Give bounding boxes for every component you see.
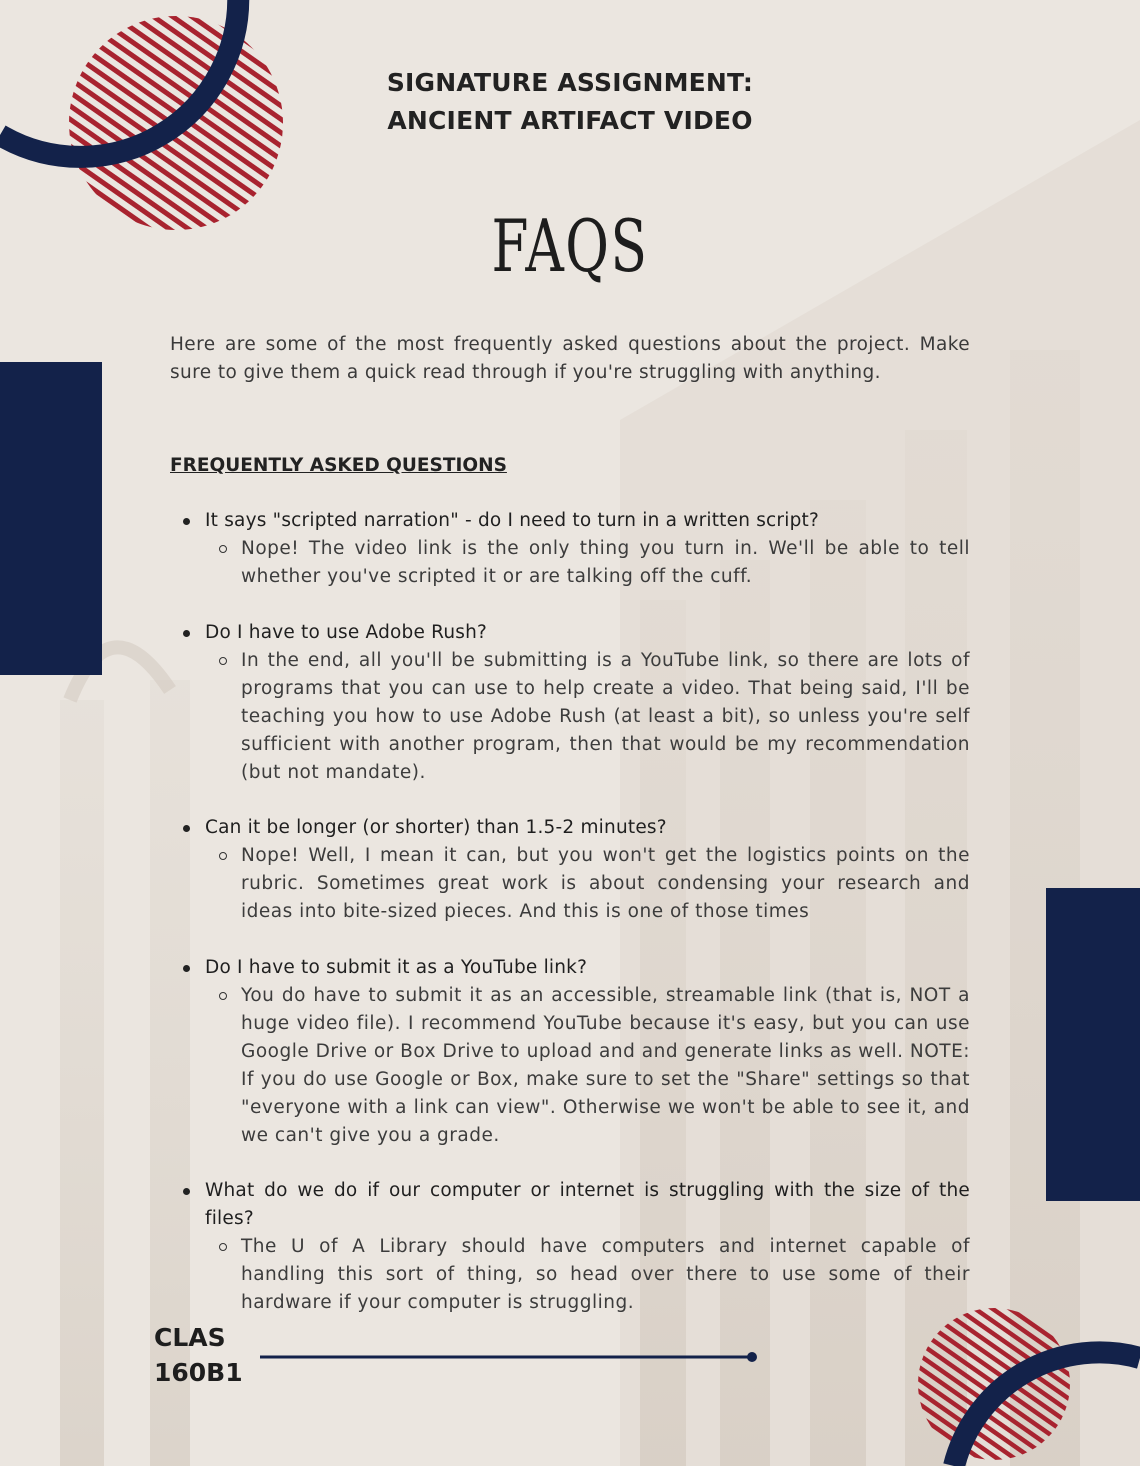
faq-answer: You do have to submit it as an accessible, streamable link (that is, NOT a huge video file). I recommend YouTube because it's easy, but you can use Google Drive or Box Drive to upload and and generate links as well. NOTE: If you do use Google or Box, make sure to set the "Share" settings so that "everyone with a link can view". Otherwise we won't be able to see it, and we can't give you a grade. xyxy=(241,985,970,1146)
faq-answer: Nope! Well, I mean it can, but you won't get the logistics points on the rubric. Sometimes great work is about condensing your research and ideas into bite-sized pieces. And this is one of those times xyxy=(241,845,970,922)
faq-question: Do I have to use Adobe Rush? xyxy=(205,622,488,643)
section-heading: FREQUENTLY ASKED QUESTIONS xyxy=(170,455,507,476)
intro-paragraph: Here are some of the most frequently asked questions about the project. Make sure to give them a quick read through if you're struggling with anything. xyxy=(170,334,970,383)
faq-question: It says "scripted narration" - do I need to turn in a written script? xyxy=(205,510,819,531)
course-code-line-2: 160B1 xyxy=(154,1358,243,1387)
bullet-icon xyxy=(183,1188,190,1195)
page-title xyxy=(300,64,840,140)
navy-bar-right xyxy=(1046,888,1140,1201)
faq-item xyxy=(170,1177,970,1317)
bullet-icon xyxy=(183,965,190,972)
navy-bar-left xyxy=(0,362,102,675)
faq-item xyxy=(170,619,970,787)
title-line-1: SIGNATURE ASSIGNMENT: xyxy=(386,68,754,97)
course-code xyxy=(154,1320,243,1390)
bullet-icon xyxy=(183,630,190,637)
title-line-2: ANCIENT ARTIFACT VIDEO xyxy=(387,106,753,135)
bullet-icon xyxy=(183,518,190,525)
hollow-bullet-icon xyxy=(219,657,227,665)
hollow-bullet-icon xyxy=(219,1243,227,1251)
bullet-icon xyxy=(183,825,190,832)
faqs-heading: FAQS xyxy=(491,204,649,288)
faq-item xyxy=(170,954,970,1150)
faq-answer: The U of A Library should have computers and internet capable of handling this sort of thing, so head over there to use some of their hardware if your computer is struggling. xyxy=(241,1236,970,1313)
faq-item xyxy=(170,507,970,591)
faq-item xyxy=(170,814,970,926)
hollow-bullet-icon xyxy=(219,545,227,553)
hollow-bullet-icon xyxy=(219,992,227,1000)
faq-question: Can it be longer (or shorter) than 1.5-2 minutes? xyxy=(205,817,667,838)
faq-answer: In the end, all you'll be submitting is a YouTube link, so there are lots of programs that you can use to help create a video. That being said, I'll be teaching you how to use Adobe Rush (at least a bit), so unless you're self sufficient with another program, then that would be my recommendation (but not mandate). xyxy=(241,650,970,783)
faq-question: What do we do if our computer or internet is struggling with the size of the files? xyxy=(205,1180,970,1229)
footer-line-decoration xyxy=(260,1350,760,1364)
course-code-line-1: CLAS xyxy=(154,1323,226,1352)
faq-question: Do I have to submit it as a YouTube link? xyxy=(205,957,588,978)
faq-answer: Nope! The video link is the only thing you turn in. We'll be able to tell whether you've scripted it or are talking off the cuff. xyxy=(241,538,970,587)
hollow-bullet-icon xyxy=(219,852,227,860)
